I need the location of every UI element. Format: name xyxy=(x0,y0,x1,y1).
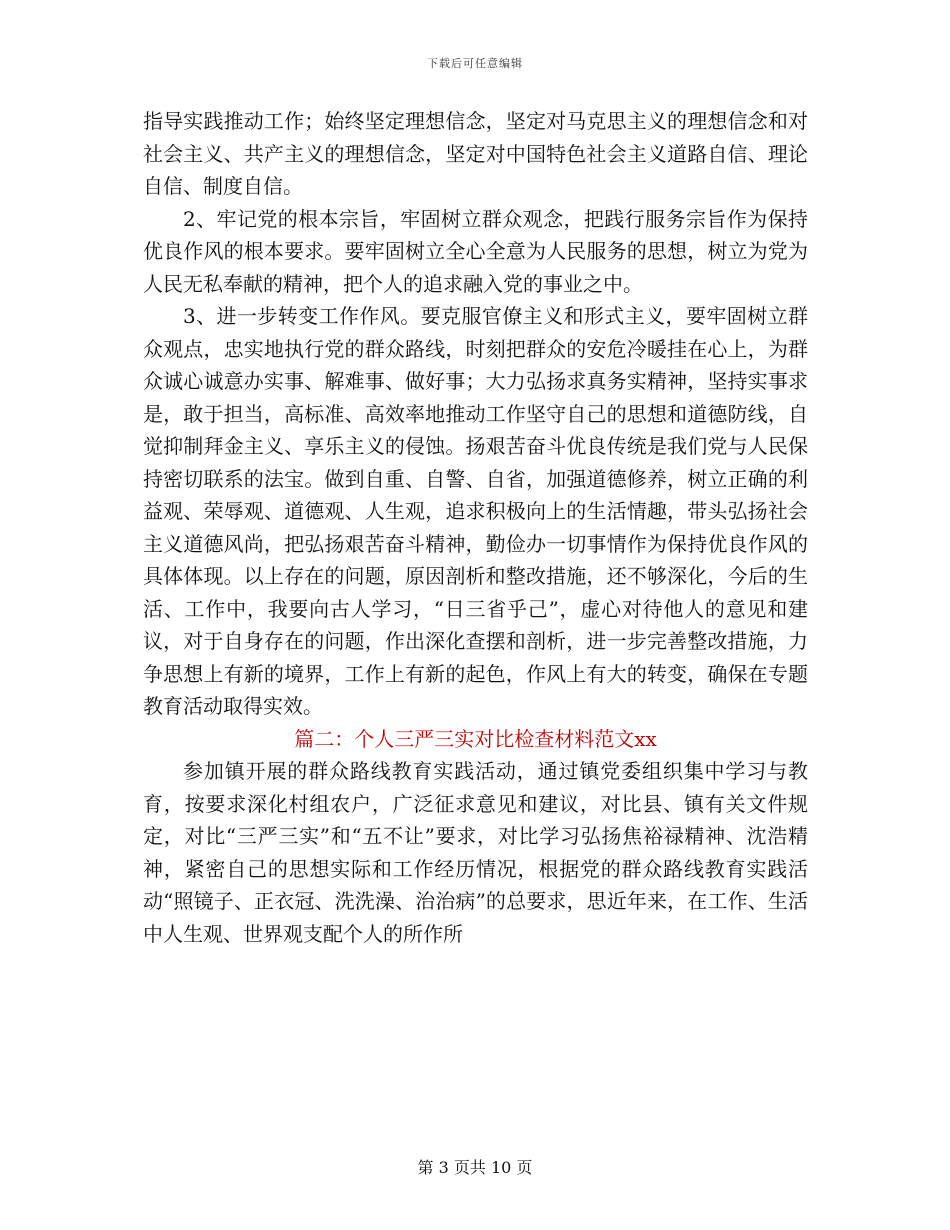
page-number-footer: 第 3 页共 10 页 xyxy=(417,1158,533,1177)
paragraph-item-2: 2、牢记党的根本宗旨，牢固树立群众观念，把践行服务宗旨作为保持优良作风的根本要求。要牢固树立全心全意为人民服务的思想，树立为党为人民无私奉献的精神，把个人的追求融入党的事业之中。 xyxy=(143,206,808,296)
section-intro-paragraph: 参加镇开展的群众路线教育实践活动，通过镇党委组织集中学习与教育，按要求深化村组农户，广泛征求意见和建议，对比县、镇有关文件规定，对比“三严三实”和“五不让”要求，对比学习弘扬焦裕禄精神、沈浩精神，紧密自己的思想实际和工作经历情况，根据党的群众路线教育实践活动“照镜子、正衣冠、洗洗澡、治治病”的总要求，思近年来，在工作、生活中人生观、世界观支配个人的所作所 xyxy=(143,759,808,946)
document-body xyxy=(143,105,808,950)
section-heading: 篇二：个人三严三实对比检查材料范文xx xyxy=(294,726,657,751)
page-header-note: 下载后可任意编辑 xyxy=(427,57,523,70)
paragraph-item-3: 3、进一步转变工作作风。要克服官僚主义和形式主义，要牢固树立群众观点，忠实地执行党的群众路线，时刻把群众的安危冷暖挂在心上，为群众诚心诚意办实事、解难事、做好事；大力弘扬求真务实精神，坚持实事求是，敢于担当，高标准、高效率地推动工作坚守自己的思想和道德防线，自觉抑制拜金主义、享乐主义的侵蚀。扬艰苦奋斗优良传统是我们党与人民保持密切联系的法宝。做到自重、自警、自省，加强道德修养，树立正确的利益观、荣辱观、道德观、人生观，追求积极向上的生活情趣，带头弘扬社会主义道德风尚，把弘扬艰苦奋斗精神，勤俭办一切事情作为保持优良作风的具体体现。以上存在的问题，原因剖析和整改措施，还不够深化，今后的生活、工作中，我要向古人学习，“日三省乎己”，虚心对待他人的意见和建议，对于自身存在的问题，作出深化查摆和剖析，进一步完善整改措施，力争思想上有新的境界，工作上有新的起色，作风上有大的转变，确保在专题教育活动取得实效。 xyxy=(143,304,808,718)
paragraph-continuation: 指导实践推动工作；始终坚定理想信念，坚定对马克思主义的理想信念和对社会主义、共产主义的理想信念，坚定对中国特色社会主义道路自信、理论自信、制度自信。 xyxy=(143,109,808,198)
